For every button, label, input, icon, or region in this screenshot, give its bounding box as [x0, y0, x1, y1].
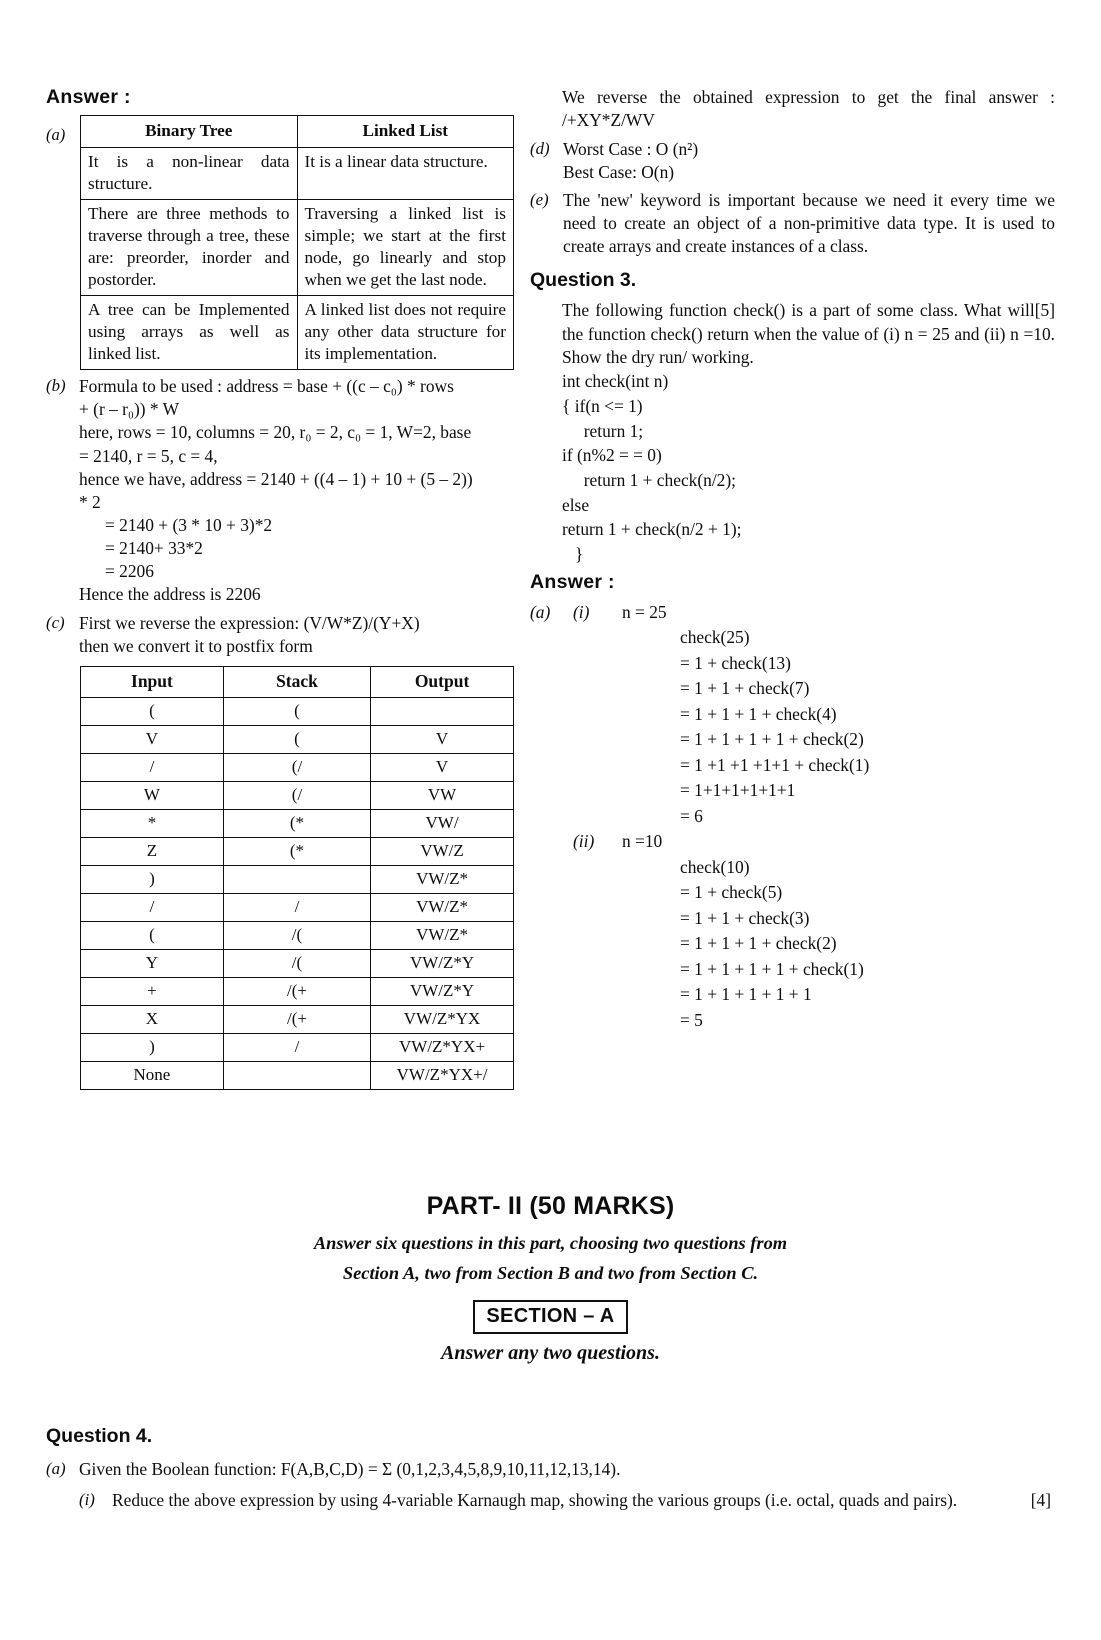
- case-i-line-7: = 1+1+1+1+1+1: [680, 780, 796, 801]
- table-row: [81, 781, 514, 809]
- column-header-input: Input: [81, 666, 224, 697]
- part-b-step-3: = 2206: [105, 561, 154, 582]
- cell-stack: /(+: [223, 977, 370, 1005]
- left-column: [46, 86, 526, 1090]
- dry-run-line: [530, 906, 1055, 932]
- cell-stack: [223, 865, 370, 893]
- table-row: [81, 921, 514, 949]
- infix-to-postfix-conversion-table: [80, 666, 514, 1090]
- part-two-section: [0, 1192, 1101, 1365]
- code-line-1: int check(int n): [562, 371, 669, 392]
- case-ii-line-4: = 1 + 1 + 1 + check(2): [680, 933, 837, 954]
- dry-run-block: [530, 600, 1055, 1034]
- binary-tree-vs-linked-list-table: [80, 115, 514, 370]
- cell-output: VW/Z*YX+/: [371, 1061, 514, 1089]
- cell-binary-tree-3: A tree can be Implemented using arrays as well as linked list.: [81, 296, 298, 370]
- part-a-marker: (a): [46, 125, 66, 144]
- cell-stack: (/: [223, 753, 370, 781]
- part-d-best-case: Best Case: O(n): [563, 161, 675, 182]
- part-b-line-3: here, rows = 10, columns = 20, r₀ = 2, c₀ = 1, W=2, base: [79, 422, 472, 443]
- dry-run-line: [530, 676, 1055, 702]
- cell-output: V: [371, 753, 514, 781]
- cell-output: VW/Z*: [371, 921, 514, 949]
- column-header-binary-tree: Binary Tree: [81, 116, 298, 148]
- cell-stack: /: [223, 893, 370, 921]
- code-line-3: return 1;: [562, 420, 644, 441]
- cell-input: ): [81, 1033, 224, 1061]
- column-header-stack: Stack: [223, 666, 370, 697]
- case-ii-marker: (ii): [573, 831, 595, 852]
- dry-run-line: [530, 1008, 1055, 1034]
- column-header-linked-list: Linked List: [297, 116, 514, 148]
- case-i-line-6: = 1 +1 +1 +1+1 + check(1): [680, 754, 870, 775]
- case-ii-value: n =10: [622, 831, 663, 852]
- cell-stack: /(: [223, 949, 370, 977]
- question-3-marks: [5]: [1034, 300, 1055, 321]
- case-ii-line-2: = 1 + check(5): [680, 882, 783, 903]
- part-b-line-4: = 2140, r = 5, c = 4,: [79, 445, 218, 466]
- dry-run-line: [530, 625, 1055, 651]
- cell-output: VW/Z*: [371, 893, 514, 921]
- cell-linked-list-3: A linked list does not require any other data structure for its implementation.: [297, 296, 514, 370]
- column-header-output: Output: [371, 666, 514, 697]
- question-4-part-a-i: [46, 1488, 1051, 1512]
- case-i-value: n = 25: [622, 601, 667, 622]
- table-row: [81, 865, 514, 893]
- dry-run-line: [530, 855, 1055, 881]
- table-row: [81, 296, 514, 370]
- part-b-marker: (b): [46, 376, 66, 396]
- cell-input: /: [81, 893, 224, 921]
- cell-output: VW/Z*YX+: [371, 1033, 514, 1061]
- table-row: [81, 809, 514, 837]
- case-ii-line-5: = 1 + 1 + 1 + 1 + check(1): [680, 958, 864, 979]
- part-d-worst-case: Worst Case : O (n²): [563, 138, 699, 159]
- part-e-text: The 'new' keyword is important because we need it every time we need to create an object of a non-primitive data type. It is used to create arrays and create instances of a class.: [563, 189, 1060, 257]
- case-ii-line-1: check(10): [680, 856, 750, 877]
- part-b-step-1: = 2140 + (3 * 10 + 3)*2: [105, 515, 273, 535]
- question-3-heading: Question 3.: [530, 269, 637, 292]
- dry-run-line: [530, 880, 1055, 906]
- part-d-marker: (d): [530, 138, 550, 158]
- case-i-marker: (i): [573, 601, 590, 622]
- answer-heading-left: Answer :: [46, 86, 131, 108]
- code-line-7: return 1 + check(n/2 + 1);: [562, 519, 742, 540]
- code-line-6: else: [562, 494, 590, 515]
- cell-stack: (: [223, 725, 370, 753]
- table-row: [81, 1061, 514, 1089]
- table-row: [81, 725, 514, 753]
- case-i-line-2: = 1 + check(13): [680, 652, 791, 673]
- section-a-instruction: Answer any two questions.: [441, 1342, 660, 1365]
- cell-stack: (/: [223, 781, 370, 809]
- part-b-block: [46, 375, 526, 606]
- cell-output: VW/Z: [371, 837, 514, 865]
- cell-input: None: [81, 1061, 224, 1089]
- case-i-line-1: check(25): [680, 627, 750, 648]
- part-b-line-1: Formula to be used : address = base + ((c – c₀) * rows: [79, 376, 454, 397]
- question-4-i-text: Reduce the above expression by using 4-variable Karnaugh map, showing the various groups (i.e. octal, quads and pairs).: [112, 1490, 958, 1511]
- cell-input: (: [81, 697, 224, 725]
- question-3-text: The following function check() is a part of some class. What will the function check() return when the value of (i) n = 25 and (ii) n =10. Show the dry run/ working.: [562, 300, 1055, 367]
- code-line-8: }: [562, 544, 584, 565]
- cell-output: VW/: [371, 809, 514, 837]
- case-ii-line-7: = 5: [680, 1009, 703, 1030]
- cell-input: Y: [81, 949, 224, 977]
- cell-stack: [223, 1061, 370, 1089]
- cell-input: Z: [81, 837, 224, 865]
- cell-input: *: [81, 809, 224, 837]
- question-4-a-text: Given the Boolean function: F(A,B,C,D) = Σ (0,1,2,3,4,5,8,9,10,11,12,13,14).: [79, 1459, 621, 1479]
- dry-run-line: [530, 753, 1055, 779]
- case-i-line-5: = 1 + 1 + 1 + 1 + check(2): [680, 729, 864, 750]
- question-4-i-marks: [4]: [1030, 1490, 1051, 1511]
- cell-output: VW: [371, 781, 514, 809]
- table-row: [81, 697, 514, 725]
- cell-input: /: [81, 753, 224, 781]
- dry-run-line: [530, 982, 1055, 1008]
- case-i-line-3: = 1 + 1 + check(7): [680, 678, 810, 699]
- cell-binary-tree-2: There are three methods to traverse through a tree, these are: preorder, inorder and postorder.: [81, 200, 298, 296]
- question-4-a-marker: (a): [46, 1459, 66, 1478]
- cell-output: VW/Z*Y: [371, 949, 514, 977]
- table-header-row: [81, 666, 514, 697]
- table-row: [81, 753, 514, 781]
- cell-linked-list-2: Traversing a linked list is simple; we start at the first node, go linearly and stop when we get the last node.: [297, 200, 514, 296]
- question-3-code-block: [530, 369, 1055, 567]
- cell-output: VW/Z*YX: [371, 1005, 514, 1033]
- part-c-marker: (c): [46, 612, 65, 632]
- answer-part-a-marker: (a): [530, 601, 551, 622]
- cell-linked-list-1: It is a linear data structure.: [297, 148, 514, 200]
- case-ii-line-3: = 1 + 1 + check(3): [680, 907, 810, 928]
- dry-run-line: [530, 702, 1055, 728]
- table-row: [81, 949, 514, 977]
- dry-run-line: [530, 957, 1055, 983]
- cell-output: V: [371, 725, 514, 753]
- cell-binary-tree-1: It is a non-linear data structure.: [81, 148, 298, 200]
- part-b-conclusion: Hence the address is 2206: [79, 584, 261, 605]
- cell-stack: /: [223, 1033, 370, 1061]
- table-row: [81, 1033, 514, 1061]
- part-two-instruction-line-1: Answer six questions in this part, choosing two questions from: [313, 1233, 788, 1253]
- part-c-line-1: First we reverse the expression: (V/W*Z)/(Y+X): [79, 612, 420, 633]
- question-3-body: [530, 299, 1055, 369]
- table-header-row: [81, 116, 514, 148]
- part-b-line-5: hence we have, address = 2140 + ((4 – 1) + 10 + (5 – 2)): [79, 468, 473, 489]
- part-b-line-2: + (r – r₀)) * W: [79, 399, 180, 420]
- cell-input: V: [81, 725, 224, 753]
- dry-run-line: [530, 727, 1055, 753]
- cell-input: W: [81, 781, 224, 809]
- code-line-4: if (n%2 = = 0): [562, 445, 662, 466]
- part-d-block: [530, 138, 1055, 184]
- part-c-block: [46, 612, 526, 658]
- cell-input: (: [81, 921, 224, 949]
- table-row: [81, 837, 514, 865]
- answer-heading-right: Answer :: [530, 570, 615, 593]
- part-e-marker: (e): [530, 189, 549, 209]
- cell-input: X: [81, 1005, 224, 1033]
- cell-stack: (*: [223, 809, 370, 837]
- code-line-5: return 1 + check(n/2);: [562, 470, 736, 491]
- dry-run-line: [530, 651, 1055, 677]
- part-e-block: [530, 189, 1060, 258]
- dry-run-case-i-header: [530, 600, 1055, 626]
- case-i-line-4: = 1 + 1 + 1 + check(4): [680, 703, 837, 724]
- part-two-title: PART- II (50 MARKS): [426, 1192, 675, 1220]
- two-column-body: [0, 86, 1101, 1186]
- case-ii-line-6: = 1 + 1 + 1 + 1 + 1: [680, 984, 812, 1005]
- case-i-line-8: = 6: [680, 805, 703, 826]
- section-a-box: SECTION – A: [473, 1300, 627, 1334]
- cell-output: VW/Z*Y: [371, 977, 514, 1005]
- cell-input: ): [81, 865, 224, 893]
- dry-run-line: [530, 804, 1055, 830]
- table-row: [81, 977, 514, 1005]
- cell-output: [371, 697, 514, 725]
- question-4-heading: Question 4.: [46, 1425, 153, 1447]
- cell-stack: (*: [223, 837, 370, 865]
- dry-run-line: [530, 778, 1055, 804]
- table-row: [81, 200, 514, 296]
- right-column: [530, 86, 1060, 1033]
- cell-input: +: [81, 977, 224, 1005]
- dry-run-line: [530, 931, 1055, 957]
- table-row: [81, 1005, 514, 1033]
- cell-stack: (: [223, 697, 370, 725]
- part-c-line-2: then we convert it to postfix form: [79, 635, 313, 656]
- part-b-line-6: * 2: [79, 491, 101, 512]
- question-4-part-a: [46, 1457, 1051, 1481]
- cell-stack: /(+: [223, 1005, 370, 1033]
- reverse-expression-note: We reverse the obtained expression to get the final answer : /+XY*Z/WV: [562, 87, 1055, 131]
- question-4-i-marker: (i): [79, 1490, 95, 1510]
- code-line-2: { if(n <= 1): [562, 395, 643, 416]
- table-row: [81, 148, 514, 200]
- table-row: [81, 893, 514, 921]
- question-4-section: [46, 1425, 1051, 1513]
- dry-run-case-ii-header: [530, 829, 1055, 855]
- cell-output: VW/Z*: [371, 865, 514, 893]
- part-two-instruction-line-2: Section A, two from Section B and two from Section C.: [342, 1262, 759, 1283]
- cell-stack: /(: [223, 921, 370, 949]
- part-b-step-2: = 2140+ 33*2: [105, 538, 203, 559]
